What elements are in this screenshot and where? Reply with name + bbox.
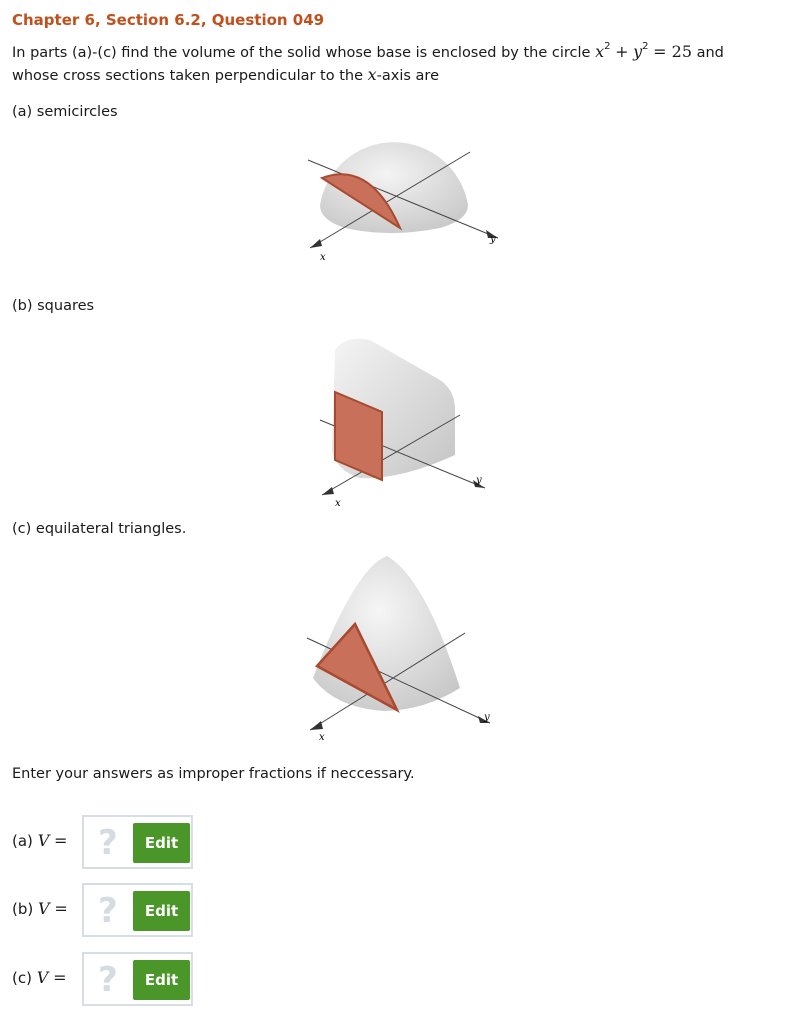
- triangle-solid-figure: [295, 548, 505, 748]
- answer-label: (c) V =: [12, 968, 67, 987]
- svg-text:y: y: [476, 475, 482, 486]
- question-prompt: In parts (a)-(c) find the volume of the solid whose base is enclosed by the circle $x^2 + y^2 = 25$ and whose cross sections taken perpendicular to the x-axis are: [12, 41, 724, 84]
- edit-button[interactable]: Edit: [133, 823, 190, 863]
- square-solid-figure: [300, 330, 500, 510]
- part-b-label: (b) squares: [12, 298, 95, 314]
- answer-field[interactable]: [82, 883, 193, 937]
- question-mark-icon: ?: [98, 960, 118, 1000]
- svg-text:y: y: [484, 712, 490, 723]
- answer-label: (a) V =: [12, 831, 68, 850]
- question-mark-icon: ?: [98, 891, 118, 931]
- svg-text:y: y: [490, 234, 496, 245]
- part-c-label: (c) equilateral triangles.: [12, 521, 187, 537]
- instruction-note: Enter your answers as improper fractions if neccessary.: [12, 766, 415, 782]
- semicircle-solid-figure: [290, 120, 510, 270]
- answer-field[interactable]: [82, 952, 193, 1006]
- answer-label: (b) V =: [12, 899, 68, 918]
- answer-row-a: [12, 815, 312, 871]
- question-title: Chapter 6, Section 6.2, Question 049: [12, 11, 325, 29]
- edit-button[interactable]: Edit: [133, 891, 190, 931]
- edit-button[interactable]: Edit: [133, 960, 190, 1000]
- part-a-label: (a) semicircles: [12, 104, 118, 120]
- svg-text:x: x: [320, 252, 326, 263]
- question-mark-icon: ?: [98, 823, 118, 863]
- answer-row-b: [12, 883, 312, 939]
- svg-text:x: x: [335, 498, 341, 509]
- answer-field[interactable]: [82, 815, 193, 869]
- answer-row-c: [12, 952, 312, 1008]
- svg-text:x: x: [319, 732, 325, 743]
